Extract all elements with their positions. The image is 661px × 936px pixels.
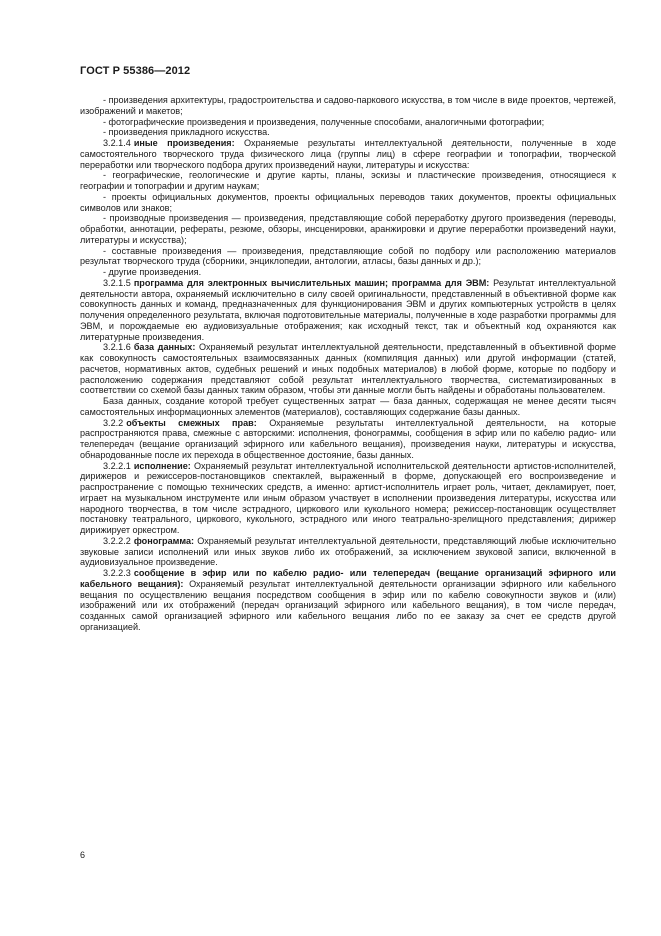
paragraph xyxy=(80,117,616,128)
paragraph xyxy=(80,568,616,633)
paragraph-text: Охраняемый результат интеллектуальной деятельности, представляющий любые исключительно звуковые записи исполнений или иных звуков либо их отображений, за исключением звуковой записи, включенной в аудиовизуальное произведение. xyxy=(80,535,616,568)
page-number: 6 xyxy=(80,850,86,860)
paragraph xyxy=(80,461,616,536)
document-header: ГОСТ Р 55386—2012 xyxy=(80,65,191,77)
paragraph xyxy=(80,267,616,278)
defined-term: объекты смежных прав: xyxy=(126,417,257,428)
paragraph xyxy=(80,342,616,396)
defined-term: иные произведения: xyxy=(133,138,235,148)
clause-number: 3.2.2.3 xyxy=(103,568,131,578)
paragraph-text: - фотографические произведения и произведения, полученные способами, аналогичными фотографии; xyxy=(103,116,545,127)
document-body xyxy=(80,95,616,633)
paragraph xyxy=(80,278,616,343)
paragraph xyxy=(80,170,616,192)
defined-term: сообщение в эфир или по кабелю радио- или телепередач (вещание организаций эфирного или кабельного вещания): xyxy=(80,568,616,589)
paragraph-text: Охраняемые результаты интеллектуальной деятельности, на которые распространяются права, смежные с авторскими: исполнения, фонограммы, сообщения в эфир или по кабелю радио- или телепередач (вещание организаций эфирного или кабельного вещания), произведения науки, литературы и искусства, обнародованные после их перехода в общественное достояние, базы данных. xyxy=(80,417,616,460)
paragraph xyxy=(80,127,616,138)
paragraph-text: Охраняемый результат интеллектуальной деятельности организации эфирного или кабельного вещания по осуществлению вещания посредством сообщения в эфир или по кабелю совокупности звуков и (или) изображений или их отображений (передач организаций эфирного или кабельного вещания), в том числе передач, созданных самой организацией эфирного или кабельного вещания либо по ее заказу за счет ее средств другой организацией. xyxy=(80,578,617,632)
defined-term: исполнение: xyxy=(133,460,191,471)
paragraph-text: - производные произведения — произведения, представляющие собой переработку другого произведения (переводы, обработки, аннотации, рефераты, резюме, обзоры, инсценировки, аранжировки и другие переработки произведений науки, литературы и искусства); xyxy=(80,213,616,245)
clause-number: 3.2.2.1 xyxy=(103,460,131,471)
defined-term: фонограмма: xyxy=(133,535,195,546)
defined-term: база данных: xyxy=(133,342,196,353)
clause-number: 3.2.2 xyxy=(103,417,124,428)
paragraph-text: База данных, создание которой требует существенных затрат — база данных, содержащая не менее десяти тысяч самостоятельных информационных элементов (материалов), составляющих содержание базы данных. xyxy=(80,396,616,417)
paragraph-text: - географические, геологические и другие карты, планы, эскизы и пластические произведения, относящиеся к географии и топографии и другим наукам; xyxy=(80,170,616,191)
defined-term: программа для электронных вычислительных машин; программа для ЭВМ: xyxy=(133,277,490,288)
paragraph xyxy=(80,396,616,418)
paragraph-text: Охраняемый результат интеллектуальной исполнительской деятельности артистов-исполнителей, дирижеров и режиссеров-постановщиков спектаклей, выраженный в форме, допускающей его воспроизведение и распространение с помощью технических средств, а именно: артист-исполнитель играет роль, читает, декламирует, поет, играет на музыкальном инструменте или иным образом участвует в исполнении произведения литературы, искусства или народного творчества, в том числе эстрадного, циркового или кукольного номера; режиссер-постановщик осуществляет постановку театрального, циркового, кукольного, эстрадного или иного театрально-зрелищного представления; дирижер дирижирует оркестром. xyxy=(80,460,616,535)
paragraph xyxy=(80,246,616,268)
paragraph-text: - проекты официальных документов, проекты официальных переводов таких документов, проекты официальных символов или знаков; xyxy=(80,191,616,213)
paragraph xyxy=(80,95,616,117)
clause-number: 3.2.1.5 xyxy=(103,277,131,288)
paragraph xyxy=(80,213,616,245)
paragraph-text: Результат интеллектуальной деятельности автора, охраняемый исключительно в силу своей оригинальности, представленный в объективной форме как совокупность данных и команд, предназначенных для функционирования ЭВМ и других компьютерных устройств в целях получения определенного результата, включая подготовительные материалы, полученные в ходе разработки программы для ЭВМ, и порождаемые ею аудиовизуальные отображения; как исходный текст, так и объектный код охраняются как литературные произведения. xyxy=(80,277,616,342)
paragraph xyxy=(80,192,616,214)
paragraph xyxy=(80,418,616,461)
paragraph-text: - составные произведения — произведения, представляющие собой по подбору или расположению материалов результат творческого труда (сборники, энциклопедии, антологии, атласы, базы данных и др.); xyxy=(80,245,616,267)
paragraph-text: Охраняемый результат интеллектуальной деятельности, представленный в объективной форме как совокупность самостоятельных взаимосвязанных данных (компиляция данных) или другой информации (статей, расчетов, нормативных актов, судебных решений и иных подобных материалов) в любой форме, которые по подбору и расположению содержания представляют собой результат интеллектуального творчества, систематизированных в соответствии со схемой базы данных таким образом, чтобы эти данные могли быть найдены и обработаны пользователем. xyxy=(80,342,616,396)
paragraph-text: - произведения прикладного искусства. xyxy=(103,127,270,138)
paragraph xyxy=(80,536,616,568)
clause-number: 3.2.1.6 xyxy=(103,342,131,353)
paragraph xyxy=(80,138,616,170)
paragraph-text: Охраняемые результаты интеллектуальной деятельности, полученные в ходе самостоятельного творческого труда физического лица (группы лиц) в сфере географии и топографии, творческой переработки или творческого подбора других произведений науки, литературы и искусства: xyxy=(80,138,617,170)
clause-number: 3.2.2.2 xyxy=(103,535,131,546)
clause-number: 3.2.1.4 xyxy=(103,138,131,148)
paragraph-text: - другие произведения. xyxy=(103,267,202,277)
paragraph-text: - произведения архитектуры, градостроительства и садово-паркового искусства, в том числе в виде проектов, чертежей, изображений и макетов; xyxy=(80,95,616,116)
